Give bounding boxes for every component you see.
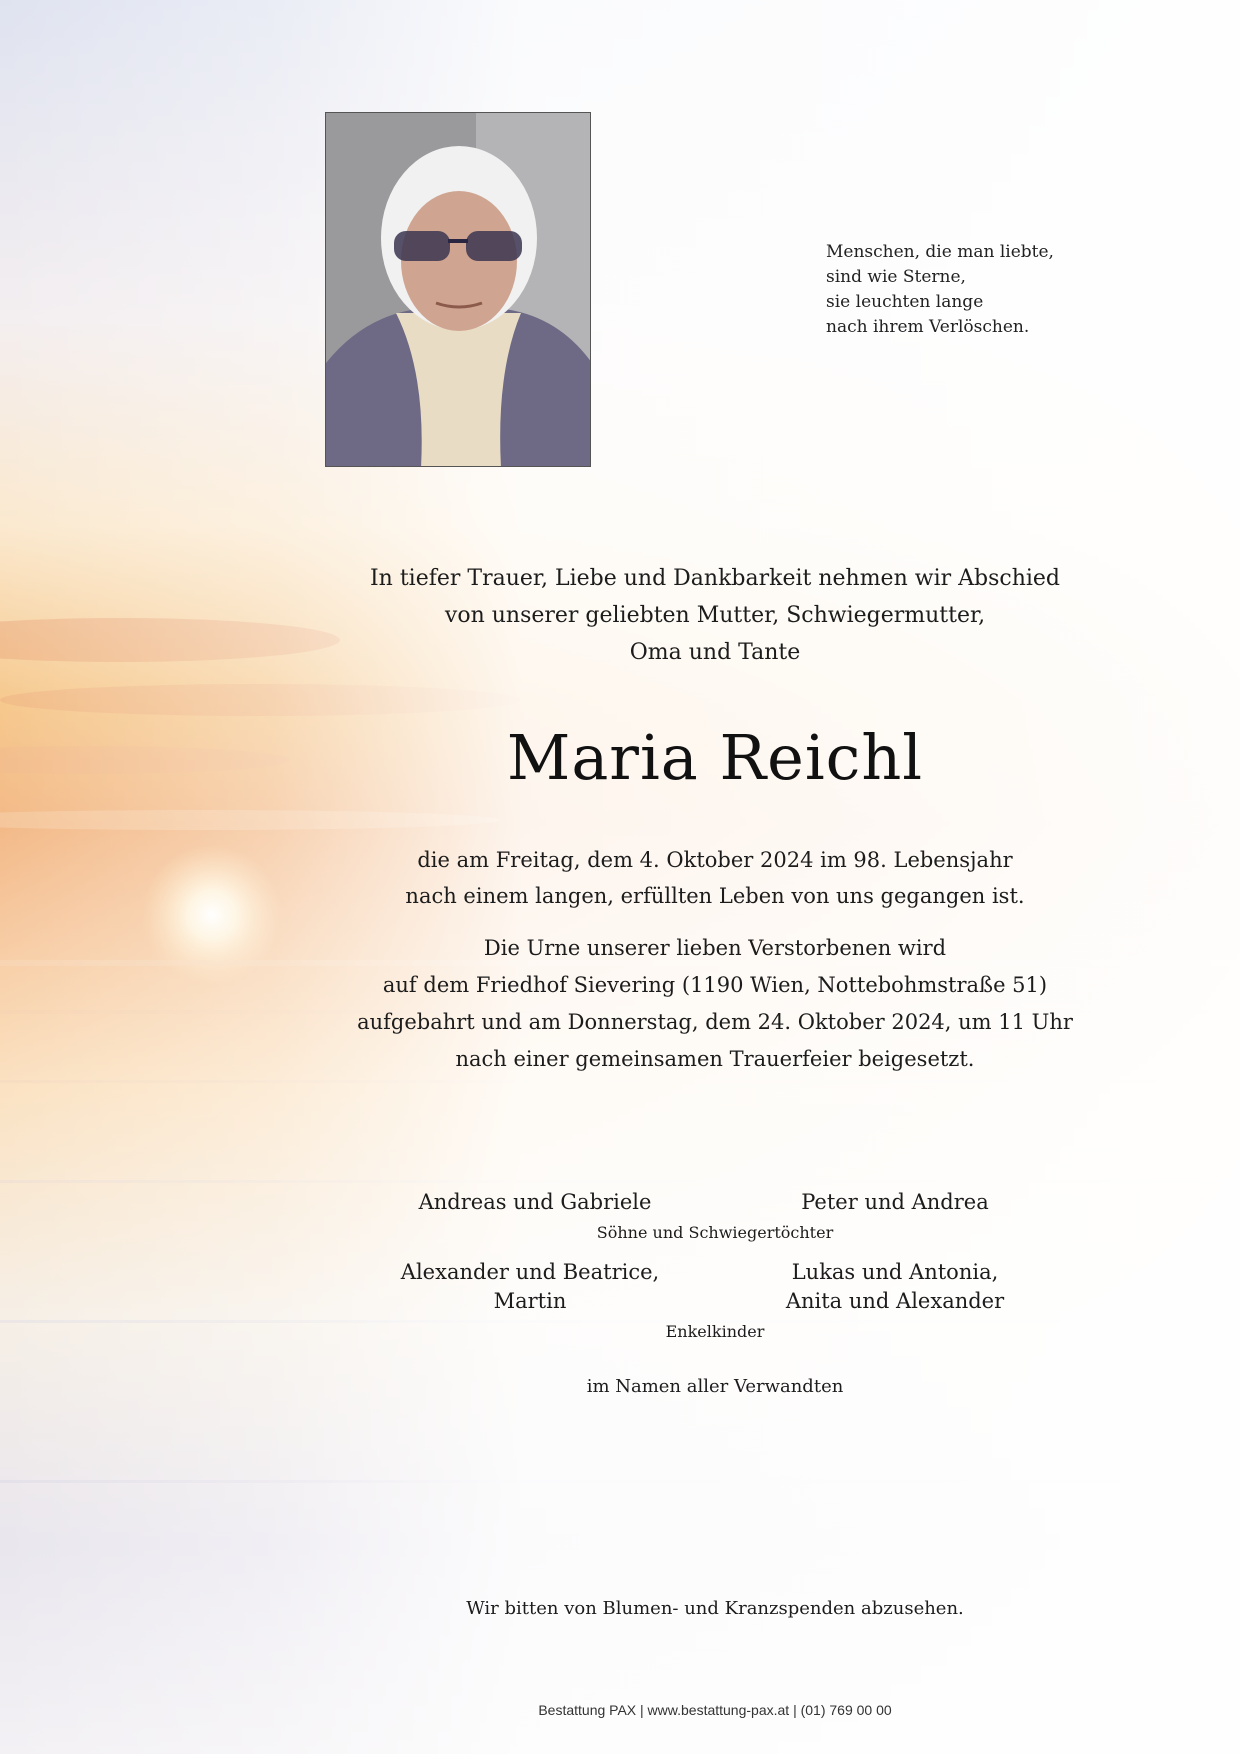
sons-label: Söhne und Schwiegertöchter bbox=[596, 1223, 834, 1242]
mourner-grand-left-1: Alexander und Beatrice, bbox=[400, 1260, 660, 1284]
mourner-grand-left-2: Martin bbox=[493, 1289, 567, 1313]
portrait-illustration bbox=[326, 113, 591, 467]
burial-line: Die Urne unserer lieben Verstorbenen wird bbox=[483, 936, 947, 960]
intro-line: Oma und Tante bbox=[629, 640, 801, 665]
quote-line: nach ihrem Verlöschen. bbox=[826, 317, 1030, 337]
relatives-line: im Namen aller Verwandten bbox=[586, 1376, 844, 1397]
mourner-sons-right: Peter und Andrea bbox=[801, 1190, 989, 1214]
mourner-sons-left: Andreas und Gabriele bbox=[418, 1190, 652, 1214]
death-notice bbox=[300, 842, 1130, 914]
death-line: nach einem langen, erfüllten Leben von uns gegangen ist. bbox=[405, 884, 1025, 908]
intro-line: In tiefer Trauer, Liebe und Dankbarkeit nehmen wir Abschied bbox=[369, 566, 1061, 591]
quote-line: Menschen, die man liebte, bbox=[826, 242, 1054, 262]
grandchildren-label: Enkelkinder bbox=[665, 1322, 765, 1341]
intro-text bbox=[300, 560, 1130, 671]
mourner-grand-right-1: Lukas und Antonia, bbox=[791, 1260, 999, 1284]
flower-note: Wir bitten von Blumen- und Kranzspenden abzusehen. bbox=[466, 1598, 964, 1619]
burial-line: nach einer gemeinsamen Trauerfeier beigesetzt. bbox=[455, 1047, 975, 1071]
footer-funeral-home: Bestattung PAX | www.bestattung-pax.at | (01) 769 00 00 bbox=[538, 1702, 892, 1718]
memorial-quote bbox=[826, 240, 1146, 340]
portrait-photo bbox=[325, 112, 591, 467]
mourner-grand-right-2: Anita und Alexander bbox=[785, 1289, 1005, 1313]
intro-line: von unserer geliebten Mutter, Schwiegermutter, bbox=[444, 603, 986, 628]
burial-line: auf dem Friedhof Sievering (1190 Wien, Nottebohmstraße 51) bbox=[382, 973, 1048, 997]
quote-line: sind wie Sterne, bbox=[826, 267, 966, 287]
death-line: die am Freitag, dem 4. Oktober 2024 im 98. Lebensjahr bbox=[417, 848, 1013, 872]
burial-notice bbox=[300, 930, 1130, 1078]
burial-line: aufgebahrt und am Donnerstag, dem 24. Oktober 2024, um 11 Uhr bbox=[357, 1010, 1073, 1034]
deceased-name: Maria Reichl bbox=[506, 721, 924, 794]
quote-line: sie leuchten lange bbox=[826, 292, 984, 312]
